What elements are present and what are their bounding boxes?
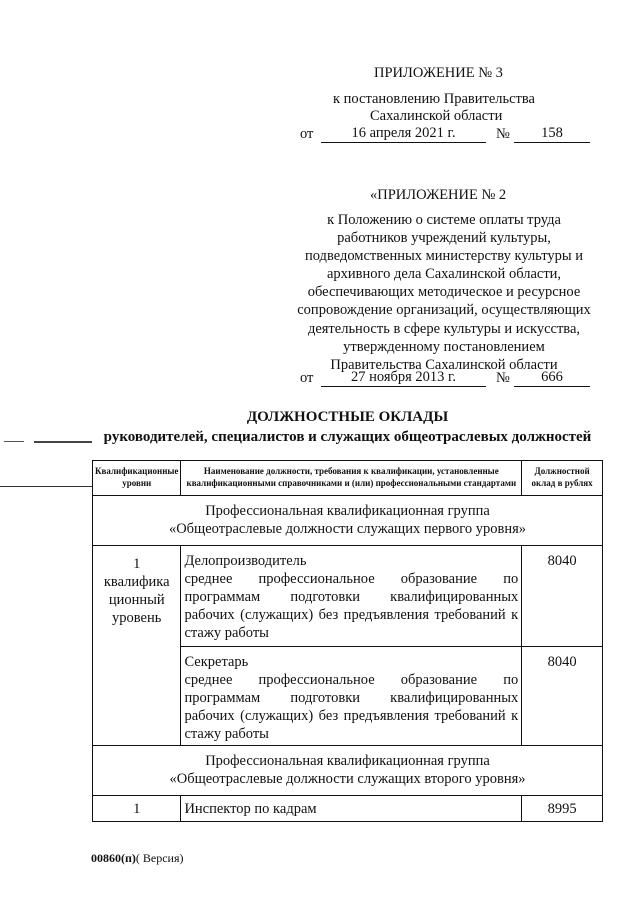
group-title-2: Профессиональная квалификационная группа «Общеотраслевые должности служащих второго уровня» (93, 746, 603, 796)
document-footer (91, 851, 184, 866)
quoted-date: 27 ноября 2013 г. (321, 369, 486, 387)
requirements-rest: программам подготовки квалифицированных рабочих (служащих) без предъявления требований к стажу работы (184, 690, 519, 742)
level-line: уровень (112, 610, 162, 626)
doc-title: ДОЛЖНОСТНЫЕ ОКЛАДЫ (246, 409, 449, 425)
from-label-2: от (300, 370, 314, 386)
level-line: квалифика (103, 574, 170, 590)
resolution-line: к постановлению Правительства (333, 91, 535, 107)
footer-code: 00860(п) (91, 851, 136, 865)
region-line: Сахалинской области (370, 108, 503, 124)
requirements-first-line: среднее профессиональное образование по (184, 672, 519, 688)
quoted-appendix-lines (284, 211, 604, 374)
qualification-level-cell: 1 (93, 796, 181, 822)
position-name: Секретарь (184, 654, 249, 670)
qualification-level-cell (93, 546, 181, 746)
quoted-line: работников учреждений культуры, (337, 230, 551, 247)
scan-mark (34, 441, 92, 443)
resolution-number: 158 (514, 125, 590, 143)
footer-version: ( Версия) (135, 851, 184, 865)
header-position-requirements: Наименование должности, требования к квалификации, установленные квалификационными справочниками и (или) профессиональными стандартами (181, 461, 522, 496)
quoted-line: Правительства Сахалинской области (330, 356, 558, 373)
salary-cell: 8995 (522, 796, 603, 822)
resolution-date: 16 апреля 2021 г. (321, 125, 486, 143)
quoted-appendix-title: «ПРИЛОЖЕНИЕ № 2 (370, 187, 507, 203)
level-line: ционный (108, 592, 165, 608)
quoted-line: архивного дела Сахалинской области, (326, 266, 562, 283)
position-cell (181, 647, 522, 746)
quoted-line: сопровождение организаций, осуществляющих (297, 302, 591, 319)
table-row (93, 796, 603, 822)
level-line: 1 (133, 556, 141, 572)
quoted-line: деятельность в сфере культуры и искусства, (307, 320, 581, 337)
salary-cell: 8040 (522, 647, 603, 746)
quoted-line: обеспечивающих методическое и ресурсное (307, 284, 581, 301)
group-row (93, 746, 603, 796)
requirements-first-line: среднее профессиональное образование по (184, 571, 519, 587)
quoted-line: утвержденному постановлением (343, 338, 545, 355)
position-name: Делопроизводитель (184, 553, 307, 569)
requirements-rest: программам подготовки квалифицированных рабочих (служащих) без предъявления требований к стажу работы (184, 589, 519, 641)
number-label-2: № (496, 370, 510, 386)
quoted-number: 666 (514, 369, 590, 387)
number-label: № (496, 126, 510, 142)
scan-mark (4, 441, 24, 442)
salary-table (92, 460, 603, 822)
position-cell (181, 546, 522, 647)
appendix-title: ПРИЛОЖЕНИЕ № 3 (374, 65, 503, 81)
scan-mark (0, 486, 92, 487)
position-name: Инспектор по кадрам (181, 796, 522, 822)
doc-subtitle: руководителей, специалистов и служащих общеотраслевых должностей (103, 429, 592, 445)
from-label: от (300, 126, 314, 142)
table-header-row (93, 461, 603, 496)
header-salary: Должностной оклад в рублях (522, 461, 603, 496)
table-row (93, 546, 603, 647)
salary-cell: 8040 (522, 546, 603, 647)
quoted-line: подведомственных министерству культуры и (304, 248, 584, 265)
group-title-1: Профессиональная квалификационная группа «Общеотраслевые должности служащих первого уровня» (93, 496, 603, 546)
group-row (93, 496, 603, 546)
header-qualification-levels: Квалификационные уровни (93, 461, 181, 496)
quoted-line: к Положению о системе оплаты труда (327, 212, 561, 228)
